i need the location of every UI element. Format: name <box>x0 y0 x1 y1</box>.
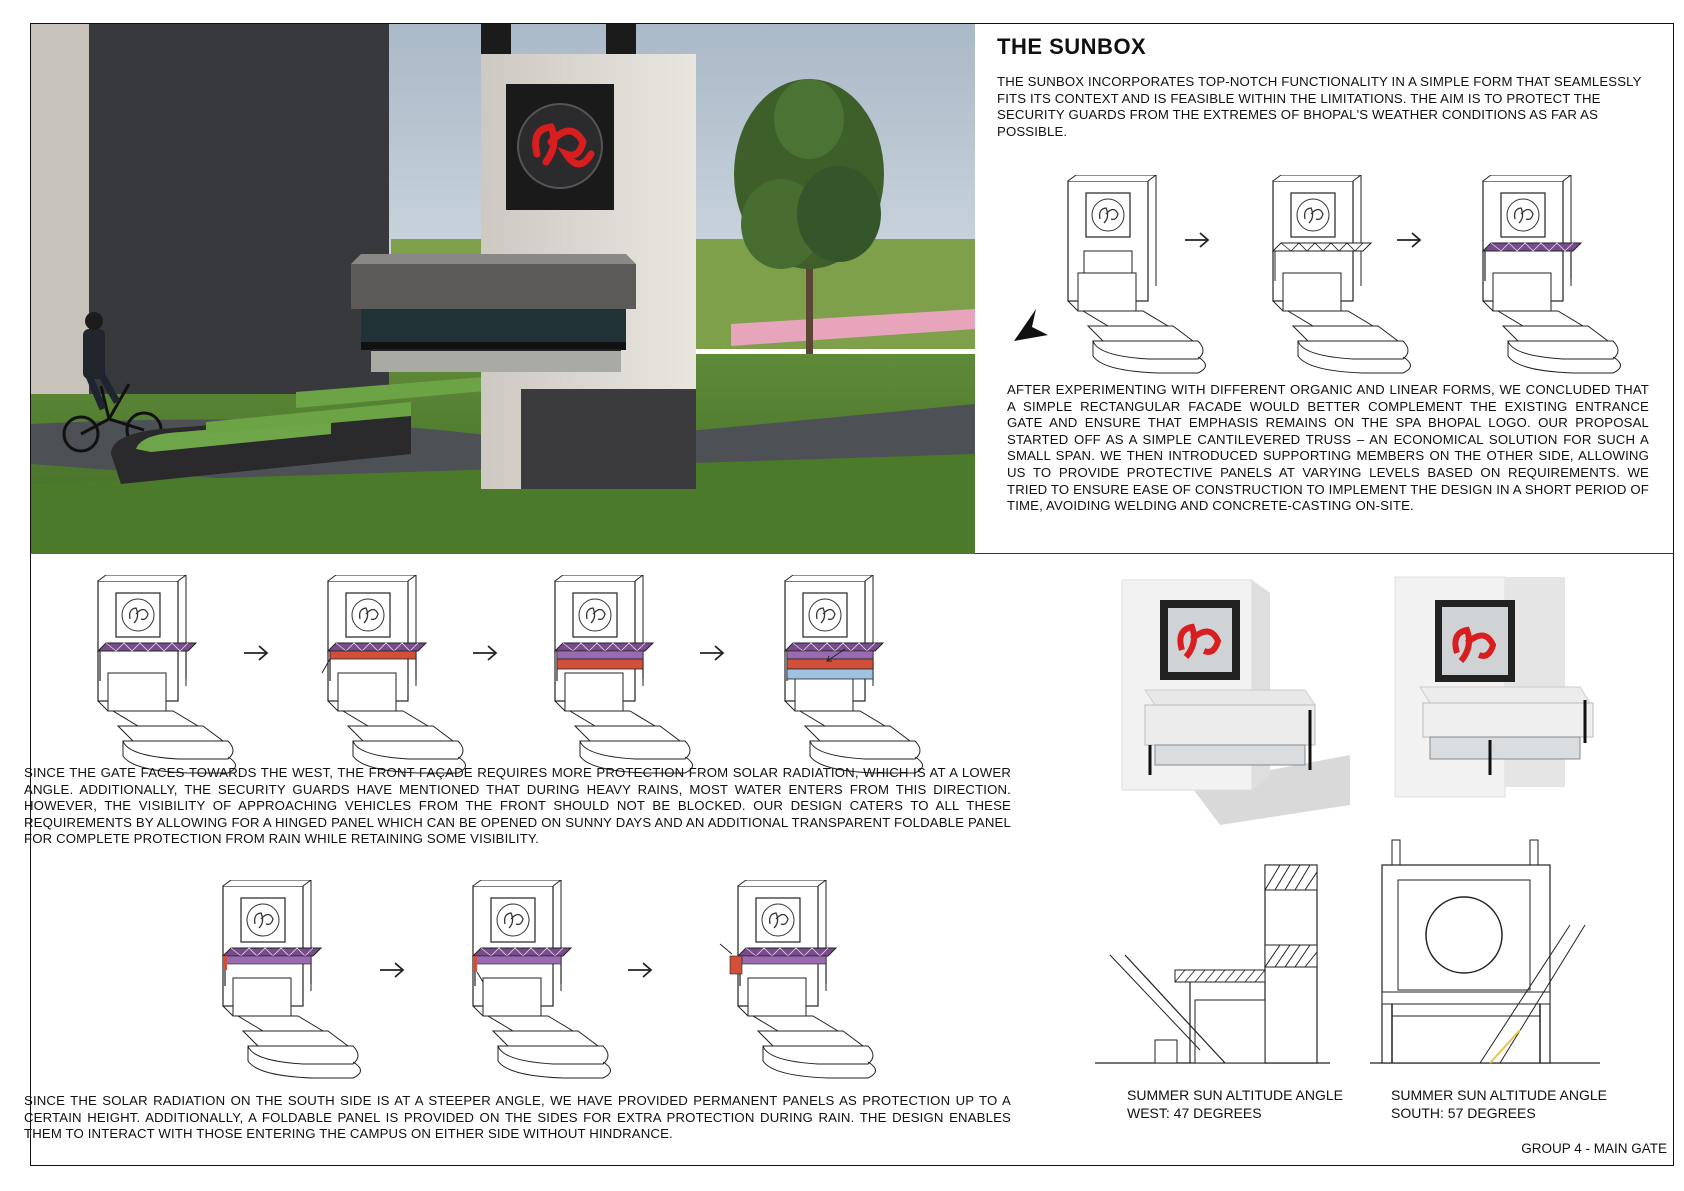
caption-south <box>1391 1086 1607 1122</box>
caption-south-line1: SUMMER SUN ALTITUDE ANGLE <box>1391 1087 1608 1103</box>
intro-paragraph: THE SUNBOX INCORPORATES TOP-NOTCH FUNCTIONALITY IN A SIMPLE FORM THAT SEAMLESSLY FITS ITS CONTEXT AND IS FEASIBLE WITHIN THE LIMITATIONS. THE AIM IS TO PROTECT THE SECURITY GUARDS FROM THE EXTREMES OF BHOPAL'S WEATHER CONDITIONS AS FAR AS POSSIBLE. <box>997 74 1642 139</box>
page-title: THE SUNBOX <box>997 34 1147 59</box>
model-render-south <box>1385 575 1615 825</box>
west-paragraph: SINCE THE GATE FACES TOWARDS THE WEST, THE FRONT FAÇADE REQUIRES MORE PROTECTION FROM SOLAR RADIATION, WHICH IS AT A LOWER ANGLE. ADDITIONALLY, THE SECURITY GUARDS HAVE MENTIONED THAT DURING HEAVY RAINS, MOST WATER ENTERS FROM THIS DIRECTION. HOWEVER, THE VISIBILITY OF APPROACHING VEHICLES FROM THE FRONT SHOULD NOT BE BLOCKED. OUR DESIGN CATERS TO ALL THESE REQUIREMENTS BY ALLOWING FOR A HINGED PANEL WHICH CAN BE OPENED ON SUNNY DAYS AND AN ADDITIONAL TRANSPARENT FOLDABLE PANEL FOR COMPLETE PROTECTION FROM RAIN WHILE RETAINING SOME VISIBILITY. <box>24 765 1011 847</box>
design-paragraph: AFTER EXPERIMENTING WITH DIFFERENT ORGANIC AND LINEAR FORMS, WE CONCLUDED THAT A SIMPLE RECTANGULAR FACADE WOULD BETTER COMPLEMENT THE EXISTING ENTRANCE GATE AND ENSURE THAT EMPHASIS REMAINS ON THE SPA BHOPAL LOGO. OUR PROPOSAL STARTED OFF AS A SIMPLE CANTILEVERED TRUSS – AN ECONOMICAL SOLUTION FOR SUCH A SMALL SPAN. WE THEN INTRODUCED SUPPORTING MEMBERS ON THE OTHER SIDE, ALLOWING US TO PROVIDE PROTECTIVE PANELS AT VARYING LEVELS BASED ON REQUIREMENTS. WE TRIED TO ENSURE EASE OF CONSTRUCTION TO IMPLEMENT THE DESIGN IN A SHORT PERIOD OF TIME, AVOIDING WELDING AND CONCRETE-CASTING ON-SITE. <box>1007 382 1649 514</box>
arrow-right-icon <box>473 645 501 663</box>
arrow-right-icon <box>700 645 728 663</box>
west-sketch-3 <box>527 575 707 775</box>
evolution-sketch-2 <box>1245 175 1425 375</box>
section-west-drawing <box>1095 855 1330 1065</box>
evolution-sketch-3 <box>1455 175 1635 375</box>
arrow-right-icon <box>1397 232 1425 250</box>
caption-west <box>1127 1086 1343 1122</box>
model-render-west <box>1120 575 1350 825</box>
west-sketch-4 <box>757 575 937 775</box>
west-sketch-2 <box>300 575 480 775</box>
footer-label: GROUP 4 - MAIN GATE <box>1521 1141 1667 1156</box>
gate-render <box>31 24 975 554</box>
caption-west-line1: SUMMER SUN ALTITUDE ANGLE <box>1127 1087 1344 1103</box>
south-paragraph: SINCE THE SOLAR RADIATION ON THE SOUTH SIDE IS AT A STEEPER ANGLE, WE HAVE PROVIDED PERMANENT PANELS AS PROTECTION UP TO A CERTAIN HEIGHT. ADDITIONALLY, A FOLDABLE PANEL IS PROVIDED ON THE SIDES FOR EXTRA PROTECTION DURING RAIN. THE DESIGN ENABLES THEM TO INTERACT WITH THOSE ENTERING THE CAMPUS ON EITHER SIDE WITHOUT HINDRANCE. <box>24 1093 1011 1142</box>
section-south-drawing <box>1370 830 1600 1065</box>
arrow-right-icon <box>380 962 408 980</box>
west-sketch-1 <box>70 575 250 775</box>
south-sketch-3 <box>710 880 890 1080</box>
caption-west-line2: WEST: 47 DEGREES <box>1127 1105 1262 1121</box>
caption-south-line2: SOUTH: 57 DEGREES <box>1391 1105 1536 1121</box>
south-sketch-2 <box>445 880 625 1080</box>
south-sketch-1 <box>195 880 375 1080</box>
arrow-right-icon <box>628 962 656 980</box>
evolution-sketch-1 <box>1040 175 1220 375</box>
arrow-right-icon <box>244 645 272 663</box>
arrow-right-icon <box>1185 232 1213 250</box>
